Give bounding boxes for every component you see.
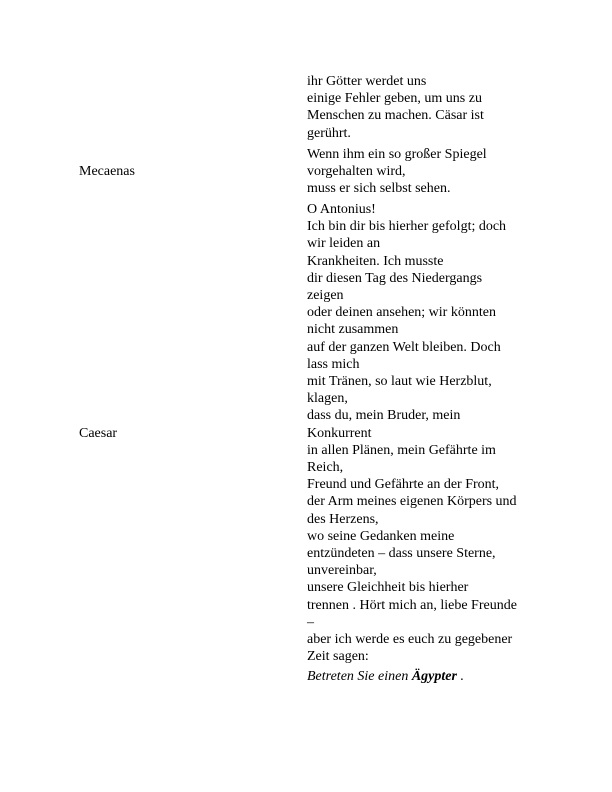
speech-line: klagen, xyxy=(307,391,348,407)
stage-direction-character: Ägypter xyxy=(411,669,457,684)
speech-text xyxy=(307,73,535,142)
speech-line: unvereinbar, xyxy=(307,563,377,579)
speech-line: entzündeten – dass unsere Sterne, xyxy=(307,546,496,562)
speech-line: des Herzens, xyxy=(307,511,379,527)
speech-line: in allen Plänen, mein Gefährte im xyxy=(307,442,496,458)
speech-line: nicht zusammen xyxy=(307,322,399,338)
speech-line: einige Fehler geben, um uns zu xyxy=(307,91,482,107)
speech-line: Wenn ihm ein so großer Spiegel xyxy=(307,147,487,162)
speech-line: vorgehalten wird, xyxy=(307,164,406,180)
speech-line: Ich bin dir bis hierher gefolgt; doch xyxy=(307,219,507,235)
speech-line: Krankheiten. Ich musste xyxy=(307,253,444,269)
speech-line: aber ich werde es euch zu gegebener xyxy=(307,632,513,648)
speech-line: wir leiden an xyxy=(307,236,381,252)
speech-line: ihr Götter werdet uns xyxy=(307,74,427,89)
speech-line: Zeit sagen: xyxy=(307,649,369,665)
speaker-name: Caesar xyxy=(79,426,118,441)
speech-line: mit Tränen, so laut wie Herzblut, xyxy=(307,374,492,390)
speech-line: dir diesen Tag des Niedergangs xyxy=(307,270,483,286)
speech-line: – xyxy=(307,614,314,630)
speech-line: Menschen zu machen. Cäsar ist xyxy=(307,108,484,124)
speech-line: oder deinen ansehen; wir könnten xyxy=(307,305,496,321)
speech-text xyxy=(307,201,535,665)
speech-line: trennen . Hört mich an, liebe Freunde xyxy=(307,597,517,613)
stage-direction-prefix: Betreten Sie einen xyxy=(307,669,412,684)
speech-line: der Arm meines eigenen Körpers und xyxy=(307,494,517,510)
stage-direction-suffix: . xyxy=(456,669,464,684)
speech-line: Freund und Gefährte an der Front, xyxy=(307,477,500,493)
speech-line: O Antonius! xyxy=(307,202,376,217)
speech-line: auf der ganzen Welt bleiben. Doch xyxy=(307,339,501,355)
speech-line: muss er sich selbst sehen. xyxy=(307,181,451,197)
speaker-name: Mecaenas xyxy=(79,164,135,179)
speech-line: unsere Gleichheit bis hierher xyxy=(307,580,469,596)
speech-line: wo seine Gedanken meine xyxy=(307,528,455,544)
speech-line: Reich, xyxy=(307,460,344,476)
speech-line: lass mich xyxy=(307,356,360,372)
speech-line: dass du, mein Bruder, mein xyxy=(307,408,461,424)
speech-line: gerührt. xyxy=(307,125,351,141)
speech-line: zeigen xyxy=(307,288,344,304)
speech-text xyxy=(307,146,535,198)
speech-line: Konkurrent xyxy=(307,425,372,441)
